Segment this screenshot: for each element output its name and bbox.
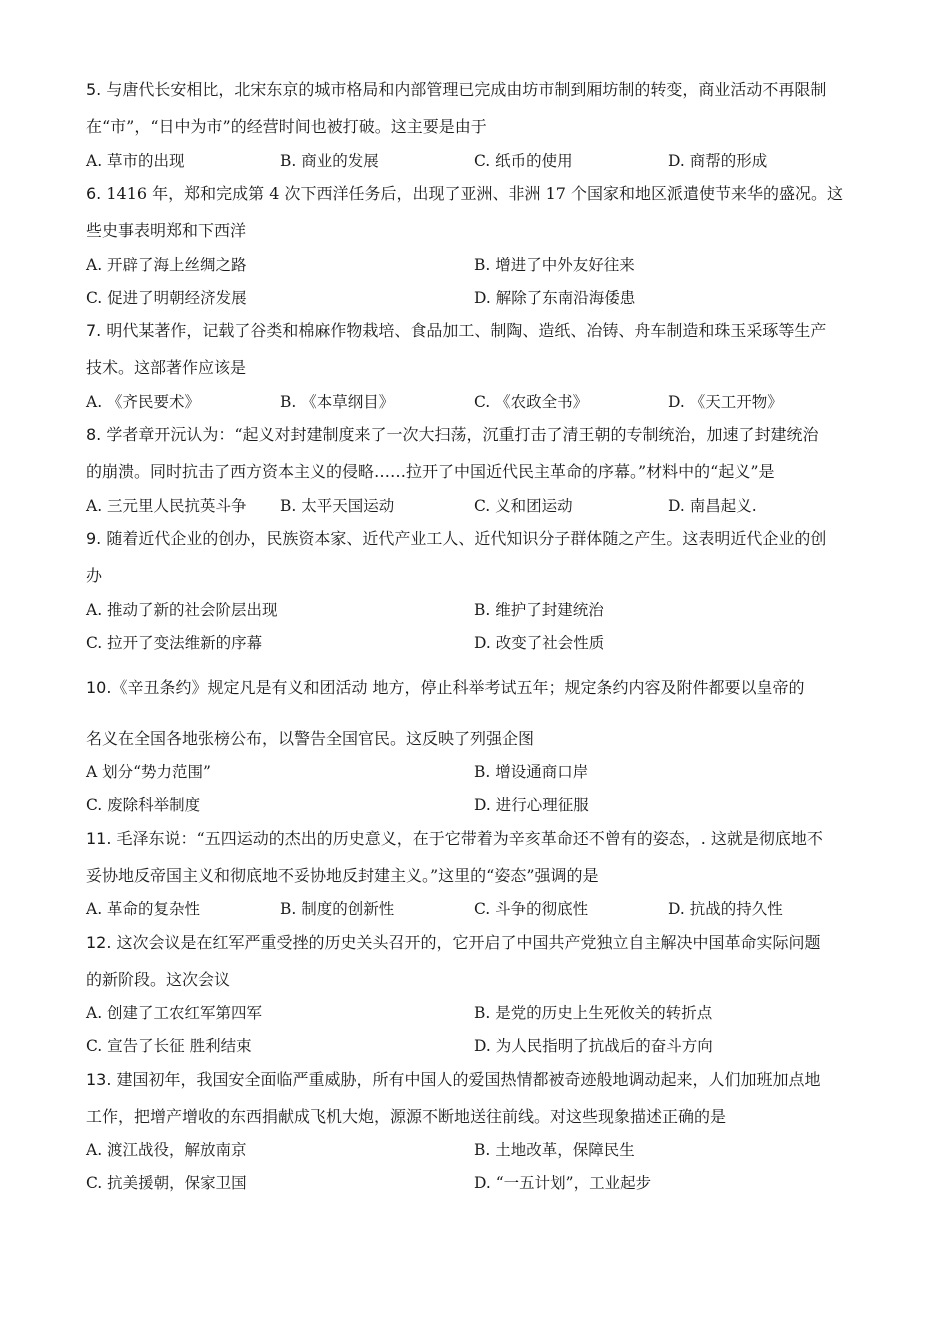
option-c: C. 斗争的彻底性 (474, 900, 589, 918)
option-a: A. 革命的复杂性 (86, 900, 201, 918)
question-number: 11. (86, 829, 112, 848)
option-a: A. 草市的出现 (86, 152, 185, 170)
question-7-stem-line-2: 技术。这部著作应该是 (86, 358, 247, 377)
option-d: D. “一五计划”，工业起步 (474, 1174, 652, 1192)
option-b: B. 土地改革，保障民生 (474, 1141, 635, 1159)
option-d: D. 商帮的形成 (668, 152, 768, 170)
question-13-stem-line-2: 工作，把增产增收的东西捐献成飞机大炮，源源不断地送往前线。对这些现象描述正确的是 (86, 1107, 727, 1126)
question-13-stem-line-1: 13. 建国初年，我国安全面临严重威胁，所有中国人的爱国热情都被奇迹般地调动起来，人们加班加点地 (86, 1070, 821, 1089)
option-d: D. 南昌起义. (668, 497, 757, 515)
option-a: A. 《齐民要术》 (86, 393, 201, 411)
option-b: B. 制度的创新性 (280, 900, 395, 918)
question-12-stem-line-2: 的新阶段。这次会议 (86, 970, 231, 989)
question-8-stem-line-2: 的崩溃。同时抗击了西方资本主义的侵略……拉开了中国近代民主革命的序幕。”材料中的“起义”是 (86, 462, 775, 481)
option-a: A. 推动了新的社会阶层出现 (86, 601, 278, 619)
option-c: C. 义和团运动 (474, 497, 573, 515)
option-c: C. 拉开了变法维新的序幕 (86, 634, 263, 652)
option-a: A 划分“势力范围” (86, 763, 211, 781)
option-b: B. 维护了封建统治 (474, 601, 604, 619)
question-8-stem-line-1: 8. 学者章开沅认为：“起义对封建制度来了一次大扫荡，沉重打击了清王朝的专制统治，加速了封建统治 (86, 425, 819, 444)
question-6-stem-line-1: 6. 1416 年，郑和完成第 4 次下西洋任务后，出现了亚洲、非洲 17 个国家和地区派遣使节来华的盛况。这 (86, 184, 844, 203)
question-9-stem-line-2: 办 (86, 566, 103, 585)
question-number: 7. (86, 321, 102, 340)
option-b: B. 是党的历史上生死攸关的转折点 (474, 1004, 713, 1022)
option-c: C. 宣告了长征 胜利结束 (86, 1037, 252, 1055)
question-5-stem-line-1: 5. 与唐代长安相比，北宋东京的城市格局和内部管理已完成由坊市制到厢坊制的转变，商业活动不再限制 (86, 80, 827, 99)
option-b: B. 商业的发展 (280, 152, 379, 170)
question-12-stem-line-1: 12. 这次会议是在红军严重受挫的历史关头召开的，它开启了中国共产党独立自主解决中国革命实际问题 (86, 933, 821, 952)
question-11-stem-line-2: 妥协地反帝国主义和彻底地不妥协地反封建主义。”这里的“姿态”强调的是 (86, 866, 599, 885)
option-d: D. 改变了社会性质 (474, 634, 605, 652)
question-number: 9. (86, 529, 102, 548)
question-7-stem-line-1: 7. 明代某著作，记载了谷类和棉麻作物栽培、食品加工、制陶、造纸、冶铸、舟车制造和珠玉采琢等生产 (86, 321, 827, 340)
option-a: A. 开辟了海上丝绸之路 (86, 256, 247, 274)
option-c: C. 促进了明朝经济发展 (86, 289, 247, 307)
option-b: B. 增进了中外友好往来 (474, 256, 635, 274)
question-number: 6. (86, 184, 102, 203)
question-number: 8. (86, 425, 102, 444)
option-c: C. 《农政全书》 (474, 393, 589, 411)
question-number: 12. (86, 933, 112, 952)
option-a: A. 创建了工农红军第四军 (86, 1004, 263, 1022)
option-b: B. 太平天国运动 (280, 497, 395, 515)
option-d: D. 进行心理征服 (474, 796, 589, 814)
option-d: D. 《天工开物》 (668, 393, 783, 411)
option-b: B. 增设通商口岸 (474, 763, 589, 781)
question-number: 13. (86, 1070, 112, 1089)
option-a: A. 渡江战役，解放南京 (86, 1141, 247, 1159)
option-d: D. 解除了东南沿海倭患 (474, 289, 636, 307)
question-5-stem-line-2: 在“市”，“日中为市”的经营时间也被打破。这主要是由于 (86, 117, 487, 136)
option-d: D. 为人民指明了抗战后的奋斗方向 (474, 1037, 713, 1055)
option-a: A. 三元里人民抗英斗争 (86, 497, 247, 515)
question-6-stem-line-2: 些史事表明郑和下西洋 (86, 221, 247, 240)
question-number: 10. (86, 678, 112, 697)
question-9-stem-line-1: 9. 随着近代企业的创办，民族资本家、近代产业工人、近代知识分子群体随之产生。这表明近代企业的创 (86, 529, 827, 548)
question-11-stem-line-1: 11. 毛泽东说：“五四运动的杰出的历史意义，在于它带着为辛亥革命还不曾有的姿态，. 这就是彻底地不 (86, 829, 823, 848)
question-number: 5. (86, 80, 102, 99)
question-10-stem-line-1: 10.《辛丑条约》规定凡是有义和团活动 地方，停止科举考试五年；规定条约内容及附件都要以皇帝的 (86, 678, 805, 697)
question-10-stem-line-2: 名义在全国各地张榜公布，以警告全国官民。这反映了列强企图 (86, 729, 535, 748)
option-b: B. 《本草纲目》 (280, 393, 395, 411)
option-d: D. 抗战的持久性 (668, 900, 783, 918)
option-c: C. 纸币的使用 (474, 152, 573, 170)
option-c: C. 废除科举制度 (86, 796, 201, 814)
option-c: C. 抗美援朝，保家卫国 (86, 1174, 247, 1192)
